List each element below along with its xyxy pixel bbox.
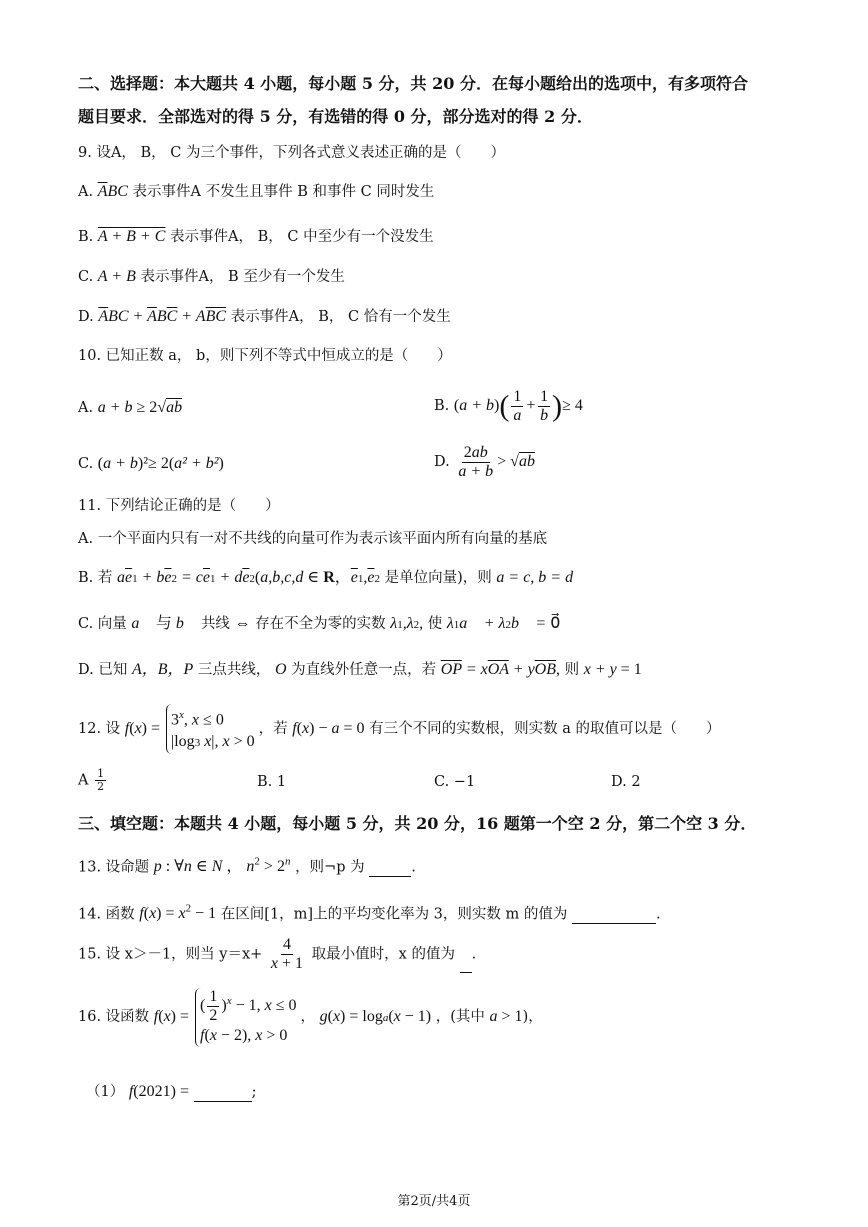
q13-answer-blank[interactable]	[369, 860, 411, 877]
q16-sub1-answer-blank[interactable]	[194, 1085, 252, 1102]
q9-option-a	[78, 182, 434, 202]
q12-middle: ，若	[258, 720, 288, 737]
q13-prefix: 13. 设命题	[78, 859, 150, 876]
q15	[78, 936, 476, 973]
q12-a-numerator: 1	[97, 767, 105, 780]
q11-option-a: A. 一个平面内只有一对不共线的向量可作为表示该平面内所有向量的基底	[78, 531, 548, 547]
q10-d-expr: $\frac{2ab}{a + b}$ > √ab	[458, 444, 535, 480]
q12-a-denominator: 2	[97, 780, 105, 793]
q9-a-text: 表示事件A 不发生且事件 B 和事件 C 同时发生	[132, 184, 435, 200]
q10-a-label: A.	[78, 400, 94, 416]
q15-fraction: $\frac{4}{x + 1}$	[270, 936, 304, 972]
q10-option-d	[434, 444, 535, 481]
q9-d-text: 表示事件A， B， C 恰有一个发生	[230, 309, 451, 325]
q11-c-middle: 共线	[200, 616, 230, 632]
q10-d-label: D.	[434, 454, 450, 471]
q12-function: f(x) = 3$^x$, x ≤ 0 |log3 x|, x > 0	[125, 720, 259, 737]
q16-condition-prefix: ，(其中	[435, 1009, 485, 1026]
q16-prefix: 16. 设函数	[78, 1009, 150, 1026]
q16-function-f: f(x) = ( $\frac{1}{2}$ )$^x$ − 1, x ≤ 0 f(x − 2), x > 0	[154, 1008, 301, 1025]
q11-c-text: 存在不全为零的实数	[255, 616, 386, 632]
section2-heading-line1: 二、选择题：本大题共 4 小题，每小题 5 分，共 20 分．在每小题给出的选项中，有多项符合	[78, 74, 748, 93]
q14-function: $f(x) = x^2 - 1$	[139, 903, 217, 923]
q12-option-d: D. 2	[611, 774, 641, 790]
q11-b-result: a = c, b = d	[496, 569, 574, 586]
q12-prefix: 12. 设	[78, 720, 121, 737]
q14	[78, 899, 661, 924]
q12-stem	[78, 704, 721, 754]
q16-sub1-expr: f(2021) =	[128, 1083, 189, 1100]
q15-answer-blank[interactable]	[460, 956, 472, 973]
q13-middle: ，则¬p 为	[295, 859, 365, 876]
q9-c-text: 表示事件A， B 至少有一个发生	[140, 269, 345, 285]
q11-d-middle2: 为直线外任意一点，若	[291, 662, 437, 678]
q9-d-expr: $\overline{A}BC + \overline{A}B\overline{C} + A\overline{BC}$	[98, 308, 227, 325]
section2-heading-line2: 题目要求．全部选对的得 5 分，有选错的得 0 分，部分选对的得 2 分．	[78, 107, 593, 126]
q11-option-c	[78, 614, 560, 635]
q14-middle: 在区间[1，m]上的平均变化率为 3，则实数 m 的值为	[220, 906, 568, 923]
q11-b-prefix: B. 若	[78, 570, 113, 586]
q11-c-iff: ⇔	[234, 615, 251, 632]
q11-d-middle: 三点共线，	[197, 662, 271, 678]
q11-c-use: 使	[427, 616, 443, 632]
q15-end: .	[471, 946, 477, 963]
q16-condition: a > 1	[489, 1008, 523, 1026]
q12-option-c: C. −1	[434, 774, 476, 790]
section3-heading: 三、填空题：本题共 4 小题，每小题 5 分，共 20 分，16 题第一个空 2 分，第二个空 3 分．	[78, 814, 757, 833]
q12-a-label: A	[78, 772, 89, 789]
q12-suffix: 有三个不同的实数根，则实数 a 的取值可以是（ ）	[369, 720, 721, 737]
q9-b-label: B.	[78, 229, 94, 245]
q9-option-b	[78, 227, 434, 247]
q16	[78, 988, 543, 1047]
q9-c-expr: A + B	[97, 268, 136, 285]
q11-d-prefix: D. 已知	[78, 662, 128, 678]
q10-option-c	[78, 454, 224, 474]
q10-b-expr: (a + b)( $\frac{1}{a}$ + $\frac{1}{b}$ )≥ 4	[453, 388, 583, 424]
q11-option-d	[78, 660, 642, 680]
q16-sub1-label: （1）	[86, 1084, 125, 1100]
q13-end: .	[411, 859, 416, 876]
q11-c-expr: λ1a⃗ + λ2b⃗ = 0⃗	[446, 615, 561, 632]
q14-answer-blank[interactable]	[572, 907, 656, 924]
q9-b-expr: A + B + C	[97, 228, 166, 245]
q9-d-label: D.	[78, 309, 94, 325]
q12-a-fraction	[95, 768, 106, 793]
q10-b-label: B.	[434, 398, 450, 415]
q10-option-b	[434, 388, 583, 425]
q14-end: .	[655, 906, 661, 923]
q11-c-prefix: C. 向量	[78, 616, 127, 632]
q13	[78, 852, 416, 877]
q11-d-result: x + y = 1	[583, 661, 642, 678]
q9-option-c	[78, 267, 345, 287]
q15-middle: 取最小值时，x 的值为	[311, 946, 455, 963]
q10-c-expr: (a + b)²≥ 2(a² + b²)	[97, 455, 224, 472]
q13-proposition: p : ∀n ∈ N ， $n^2 > 2^n$	[153, 856, 291, 876]
q11-d-expr: $\overline{OP} = x\overline{OA} + y\overline{OB}$,	[440, 661, 560, 678]
q9-option-d	[78, 307, 451, 327]
q9-a-expr: $\overline{A}BC$	[97, 183, 128, 200]
page-footer: 第2页/共4页	[397, 1194, 471, 1209]
q11-d-points: A，B，P	[131, 661, 194, 678]
q11-d-then: 则	[564, 662, 580, 678]
q12-option-a	[78, 768, 108, 793]
q14-prefix: 14. 函数	[78, 906, 135, 923]
q16-function-g: g(x) = loga(x − 1)	[319, 1008, 432, 1026]
q11-c-lambdas: λ1,λ2,	[390, 615, 424, 632]
q11-option-b	[78, 568, 573, 589]
q11-stem: 11. 下列结论正确的是（ ）	[78, 498, 280, 514]
q11-d-point-o: O	[274, 661, 287, 678]
q16-middle: ，	[300, 1009, 315, 1026]
q16-condition-suffix: )，	[522, 1009, 543, 1026]
q15-prefix: 15. 设 x＞－1，则当 y＝x+	[78, 946, 263, 963]
q11-b-expr: $a\overline{e}1 + b\overline{e}2 = c\overline{e}1 + d\overline{e}2(a,b,c,d$ ∈ R，$\overline{e}1,\overline{e}2$	[116, 569, 380, 586]
q11-b-middle: 是单位向量)，则	[384, 570, 492, 586]
q12-option-b: B. 1	[257, 774, 287, 790]
q9-a-label: A.	[78, 184, 94, 200]
q9-b-text: 表示事件A， B， C 中至少有一个没发生	[170, 229, 434, 245]
q10-c-label: C.	[78, 456, 94, 472]
q10-stem: 10. 已知正数 a， b，则下列不等式中恒成立的是（ ）	[78, 348, 452, 364]
q12-equation: f(x) − a = 0	[292, 719, 365, 737]
q11-c-vectors: a⃗ 与 b⃗	[131, 615, 197, 632]
q9-stem: 9. 设A， B， C 为三个事件，下列各式意义表述正确的是（ ）	[78, 145, 505, 161]
q9-c-label: C.	[78, 269, 94, 285]
q16-sub1: （1） f(2021) = ;	[86, 1083, 257, 1100]
q10-a-expr: a + b ≥ 2√ab	[97, 399, 183, 416]
q10-option-a	[78, 398, 182, 418]
